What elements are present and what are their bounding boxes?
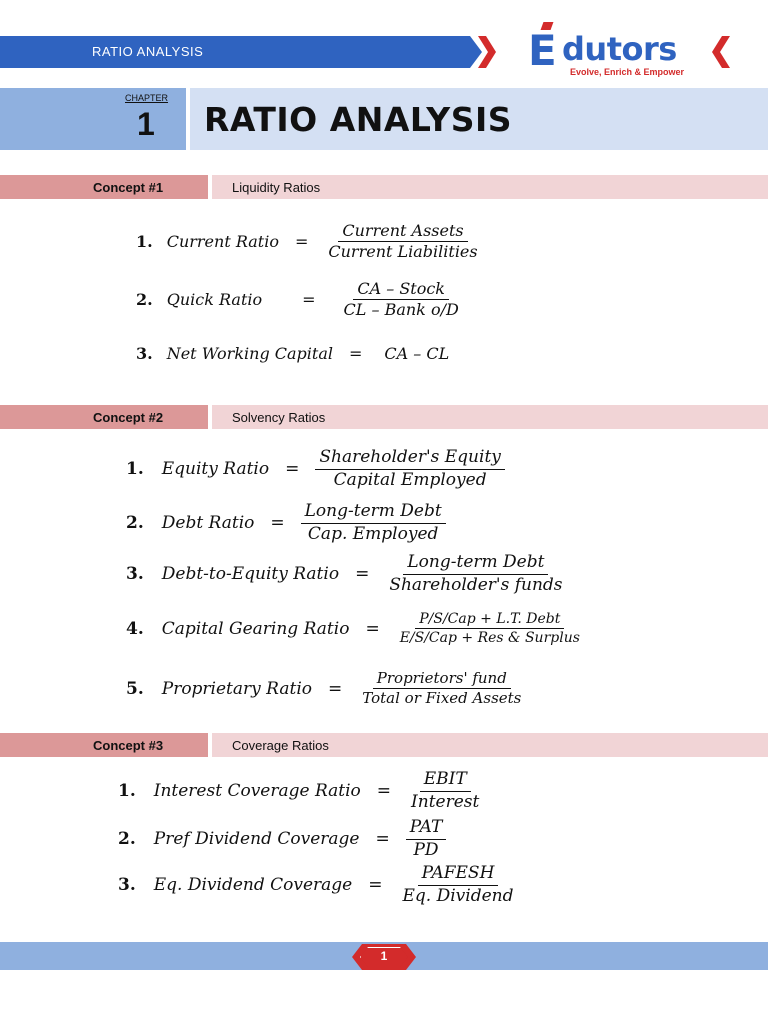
formula-proprietary-ratio: 5. Proprietary Ratio = $\frac{\text{Proprietors' fund}}{\text{Total or Fixed Assets}}$ [126, 670, 525, 708]
fraction-numerator: Proprietors' fund [373, 670, 511, 689]
formula-name: Debt Ratio [161, 513, 255, 534]
concept-title: Liquidity Ratios [232, 180, 321, 195]
formula-name: Proprietary Ratio [161, 678, 312, 699]
fraction-numerator: CA – Stock [353, 280, 449, 300]
fraction-denominator: Total or Fixed Assets [362, 689, 522, 708]
formula-fraction [406, 818, 447, 860]
formula-index: 3. [118, 875, 136, 896]
fraction-numerator: EBIT [420, 770, 471, 792]
concept-label: Concept #2 [93, 410, 164, 425]
formula-name: Debt-to-Equity Ratio [161, 564, 340, 585]
concept-title: Coverage Ratios [232, 738, 329, 753]
formula-net-working-capital: 3. Net Working Capital = CA – CL [136, 344, 450, 363]
formula-name: Net Working Capital [166, 344, 333, 363]
concept-label: Concept #3 [93, 738, 164, 753]
fraction-denominator: Cap. Employed [307, 523, 439, 544]
formula-debt-to-equity-ratio: 3. Debt-to-Equity Ratio = $\frac{\text{Long-term Debt}}{\text{Shareholder's funds}}$ [126, 553, 567, 595]
header-bar [0, 36, 482, 68]
formula-fraction [340, 280, 463, 320]
formula-fraction [399, 864, 518, 906]
concept-2-header [0, 405, 768, 429]
chapter-title: RATIO ANALYSIS [204, 100, 513, 139]
formula-index: 1. [118, 781, 136, 802]
concept-label: Concept #1 [93, 180, 164, 195]
formula-quick-ratio: 2. Quick Ratio = $\frac{\text{CA – Stock}}{\text{CL – Bank o/D}}$ [136, 280, 463, 320]
formula-index: 2. [118, 829, 136, 850]
concept-3-header [0, 733, 768, 757]
concept-1-header [0, 175, 768, 199]
fraction-denominator: PD [413, 839, 439, 860]
fraction-denominator: Shareholder's funds [389, 574, 563, 595]
formula-fraction [407, 770, 483, 812]
header-section-title: RATIO ANALYSIS [92, 44, 204, 59]
fraction-denominator: Eq. Dividend [402, 885, 514, 906]
fraction-numerator: Long-term Debt [403, 553, 548, 575]
formula-name: Quick Ratio [166, 290, 263, 310]
fraction-numerator: Shareholder's Equity [315, 448, 505, 470]
logo-letter: E [528, 26, 557, 75]
formula-fraction [315, 448, 505, 490]
formula-index: 3. [126, 564, 144, 585]
formula-interest-coverage-ratio: 1. Interest Coverage Ratio = $\frac{\text{EBIT}}{\text{Interest}}$ [118, 770, 483, 812]
edutors-logo [528, 22, 698, 78]
formula-fraction [301, 502, 446, 544]
chapter-number: 1 [137, 106, 155, 142]
formula-index: 1. [136, 232, 153, 252]
fraction-denominator: CL – Bank o/D [343, 300, 459, 320]
chapter-label: CHAPTER [125, 93, 169, 103]
formula-debt-ratio: 2. Debt Ratio = $\frac{\text{Long-term Debt}}{\text{Cap. Employed}}$ [126, 502, 446, 544]
fraction-denominator: Capital Employed [333, 469, 487, 490]
fraction-numerator: Current Assets [338, 222, 467, 242]
formula-index: 2. [136, 290, 153, 310]
fraction-numerator: Long-term Debt [301, 502, 446, 524]
formula-index: 2. [126, 513, 144, 534]
fraction-numerator: P/S/Cap + L.T. Debt [415, 611, 564, 629]
formula-current-ratio: 1. Current Ratio = $\frac{\text{Current Assets}}{\text{Current Liabilities}}$ [136, 222, 482, 262]
page-number: 1 [380, 949, 388, 963]
formula-fraction [385, 553, 566, 595]
logo-word: dutors [562, 30, 677, 68]
chevron-left-icon [712, 36, 730, 68]
formula-name: Pref Dividend Coverage [153, 829, 360, 850]
logo-tagline: Evolve, Enrich & Empower [570, 67, 685, 77]
formula-value: CA – CL [384, 344, 450, 363]
fraction-denominator: Current Liabilities [328, 242, 478, 262]
fraction-denominator: E/S/Cap + Res & Surplus [399, 630, 580, 647]
formula-name: Current Ratio [166, 232, 279, 252]
formula-name: Equity Ratio [161, 459, 270, 480]
formula-index: 1. [126, 459, 144, 480]
fraction-numerator: PAT [406, 818, 447, 840]
formula-name: Interest Coverage Ratio [153, 781, 361, 802]
formula-eq-dividend-coverage: 3. Eq. Dividend Coverage = $\frac{\text{PAFESH}}{\text{Eq. Dividend}}$ [118, 864, 517, 906]
formula-fraction [396, 611, 584, 646]
formula-name: Eq. Dividend Coverage [153, 875, 353, 896]
formula-index: 4. [126, 618, 144, 639]
concept-title: Solvency Ratios [232, 410, 326, 425]
formula-equity-ratio: 1. Equity Ratio = $\frac{\text{Shareholder's Equity}}{\text{Capital Employed}}$ [126, 448, 505, 490]
formula-fraction [358, 670, 525, 708]
formula-pref-dividend-coverage: 2. Pref Dividend Coverage = $\frac{\text{PAT}}{PD}$ [118, 818, 446, 860]
fraction-denominator: Interest [411, 791, 480, 812]
fraction-numerator: PAFESH [418, 864, 499, 886]
formula-name: Capital Gearing Ratio [161, 618, 350, 639]
formula-index: 5. [126, 678, 144, 699]
formula-capital-gearing-ratio: 4. Capital Gearing Ratio = $\frac{\text{P/S/Cap + L.T. Debt}}{\text{E/S/Cap + Res \& Surplus}}$ [126, 611, 584, 646]
formula-fraction [324, 222, 481, 262]
formula-index: 3. [136, 344, 153, 363]
